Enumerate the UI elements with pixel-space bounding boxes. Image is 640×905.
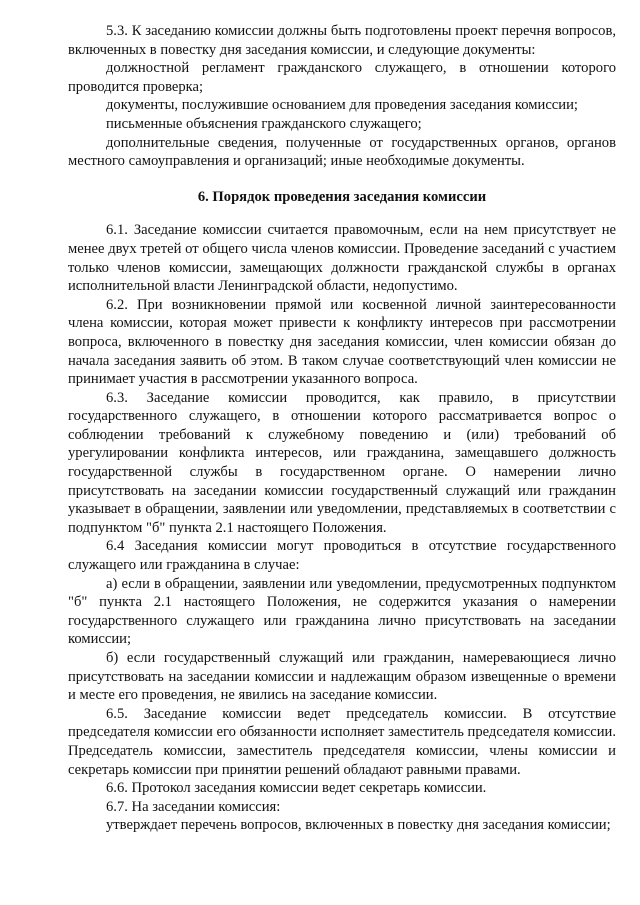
paragraph-6-7: 6.7. На заседании комиссия: (106, 798, 281, 815)
paragraph-6-4: 6.4 Заседания комиссии могут проводиться в отсутствие государственного служащего или гражданина в случае: (68, 538, 616, 574)
list-item-documents: документы, послужившие основанием для проведения заседания комиссии; (106, 97, 578, 114)
section-heading-6: 6. Порядок проведения заседания комиссии (197, 188, 487, 205)
paragraph-6-2: 6.2. При возникновении прямой или косвенной личной заинтересованности члена комиссии, которая может привести к конфликту интересов при рассмотрении вопроса, включенного в повестку дня заседания комиссии, член комиссии обязан до начала заседания заявить об этом. В таком случае соответствующий член комиссии не принимает участия в рассмотрении указанного вопроса. (68, 296, 616, 388)
list-item-explanations: письменные объяснения гражданского служащего; (106, 115, 422, 132)
paragraph-6-3: 6.3. Заседание комиссии проводится, как правило, в присутствии государственного служащего, в отношении которого рассматривается вопрос о соблюдении требований к служебному поведению и (или) требований об урегулировании конфликта интересов, или гражданина, замещавшего должность государственной службы в государственном органе. О намерении лично присутствовать на заседании комиссии государственный служащий или гражданин указывает в обращении, заявлении или уведомлении, представляемых в соответствии с подпунктом "б" пункта 2.1 настоящего Положения. (68, 389, 616, 536)
paragraph-6-4-b: б) если государственный служащий или гражданин, намеревающиеся лично присутствовать на заседании комиссии и надлежащим образом извещенные о времени и месте его проведения, не явились на заседание комиссии. (68, 650, 616, 704)
document-body (68, 22, 616, 835)
list-item-additional-info: дополнительные сведения, полученные от государственных органов, органов местного самоуправления и организаций; иные необходимые документы. (68, 134, 616, 170)
paragraph-5-3: 5.3. К заседанию комиссии должны быть подготовлены проект перечня вопросов, включенных в повестку дня заседания комиссии, и следующие документы: (68, 23, 616, 58)
list-item-approves-agenda: утверждает перечень вопросов, включенных в повестку дня заседания комиссии; (106, 817, 611, 834)
paragraph-6-4-a: а) если в обращении, заявлении или уведомлении, предусмотренных подпунктом "б" пункта 2.1 настоящего Положения, не содержится указания о намерении государственного служащего или гражданина лично присутствовать на заседании комиссии; (68, 575, 616, 648)
list-item-regulation: должностной регламент гражданского служащего, в отношении которого проводится проверка; (68, 60, 616, 95)
paragraph-6-5: 6.5. Заседание комиссии ведет председатель комиссии. В отсутствие председателя комиссии его обязанности исполняет заместитель председателя комиссии. Председатель комиссии, заместитель председателя комиссии, члены комиссии и секретарь комиссии при принятии решений обладают равными правами. (68, 705, 616, 778)
paragraph-6-6: 6.6. Протокол заседания комиссии ведет секретарь комиссии. (106, 780, 487, 797)
paragraph-6-1: 6.1. Заседание комиссии считается правомочным, если на нем присутствует не менее двух третей от общего числа членов комиссии. Проведение заседаний с участием только членов комиссии, замещающих должности гражданской службы в органах исполнительной власти Ленинградской области, недопустимо. (68, 222, 616, 295)
